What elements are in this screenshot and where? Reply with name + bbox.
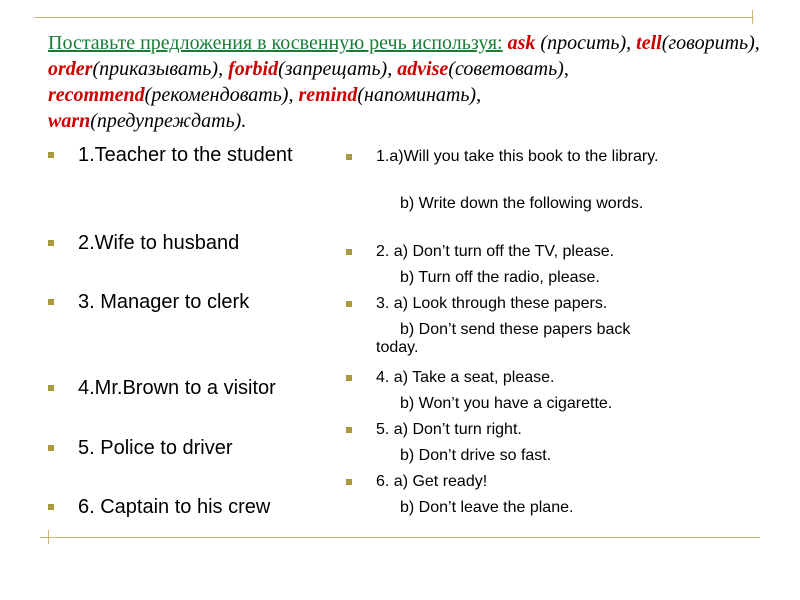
verb-translation: (советовать): [448, 58, 564, 80]
square-bullet-icon: [346, 249, 352, 255]
verb-forbid: forbid: [223, 58, 279, 80]
verb-translation: (приказывать): [92, 58, 219, 80]
square-bullet-icon: [48, 385, 54, 391]
speaker-item: [48, 231, 239, 255]
verb-warn: warn: [48, 110, 91, 132]
verb-translation: (рекомендовать): [144, 84, 289, 106]
sentence-item: [346, 395, 676, 413]
square-bullet-icon: [48, 152, 54, 158]
sentence-item: [346, 421, 676, 439]
sentence-text: 5. a) Don’t turn right.: [376, 421, 522, 438]
sentence-text: 3. a) Look through these papers.: [376, 295, 608, 312]
verb-tell: tell: [631, 32, 662, 54]
speaker-item: [48, 143, 293, 167]
verb-translation: (запрещать): [278, 58, 388, 80]
speaker-item: [48, 376, 276, 400]
sentence-text: b) Turn off the radio, please.: [400, 269, 600, 286]
sentence-text: 4. a) Take a seat, please.: [376, 369, 555, 386]
square-bullet-icon: [346, 479, 352, 485]
speaker-text: 6. Captain to his crew: [78, 496, 271, 518]
verb-translation: (говорить): [661, 32, 755, 54]
verb-advise: advise: [392, 58, 449, 80]
sentence-text: 1.a)Will you take this book to the library.: [376, 148, 659, 165]
sentence-item: [346, 447, 676, 465]
square-bullet-icon: [48, 445, 54, 451]
square-bullet-icon: [48, 299, 54, 305]
title-lead: Поставьте предложения в косвенную речь используя:: [48, 32, 503, 54]
speaker-text: 4.Mr.Brown to a visitor: [78, 377, 276, 399]
sentence-item: [346, 269, 676, 287]
sentence-text: b) Don’t leave the plane.: [400, 499, 574, 516]
verb-remind: remind: [293, 84, 358, 106]
speaker-text: 2.Wife to husband: [78, 232, 240, 254]
verb-separator: .: [241, 110, 247, 132]
sentence-item: [346, 295, 676, 313]
verb-separator: ,: [754, 32, 760, 54]
sentence-item: [346, 369, 676, 387]
sentence-item: [346, 195, 676, 213]
speaker-text: 1.Teacher to the student: [78, 144, 293, 166]
speaker-item: [48, 495, 270, 519]
verb-ask: ask: [507, 32, 536, 54]
speaker-text: 5. Police to driver: [78, 437, 233, 459]
verb-separator: ,: [476, 84, 482, 106]
verb-separator: ,: [218, 58, 224, 80]
verb-order: order: [48, 58, 93, 80]
top-rule: [34, 17, 754, 18]
verb-translation: (предупреждать): [90, 110, 242, 132]
sentence-text: b) Don’t drive so fast.: [400, 447, 552, 464]
top-rule-tick: [752, 10, 753, 24]
speaker-item: [48, 436, 233, 460]
verb-separator: ,: [626, 32, 632, 54]
verb-separator: ,: [387, 58, 393, 80]
speaker-item: [48, 290, 249, 314]
verb-translation: (напоминать): [357, 84, 477, 106]
bottom-rule-tick: [48, 530, 49, 544]
sentence-item: [346, 243, 676, 261]
square-bullet-icon: [346, 375, 352, 381]
verb-separator: ,: [288, 84, 294, 106]
slide-title: [48, 30, 768, 134]
sentence-item: [346, 473, 676, 491]
sentence-text: 2. a) Don’t turn off the TV, please.: [376, 243, 615, 260]
sentence-item: [346, 499, 676, 517]
verb-translation: (просить): [535, 32, 627, 54]
sentence-item: [346, 148, 676, 166]
verb-recommend: recommend: [48, 84, 145, 106]
square-bullet-icon: [48, 240, 54, 246]
square-bullet-icon: [48, 504, 54, 510]
square-bullet-icon: [346, 427, 352, 433]
speaker-text: 3. Manager to clerk: [78, 291, 250, 313]
verb-separator: ,: [563, 58, 569, 80]
square-bullet-icon: [346, 301, 352, 307]
square-bullet-icon: [346, 154, 352, 160]
sentence-text: b) Write down the following words.: [400, 195, 644, 212]
sentence-text: 6. a) Get ready!: [376, 473, 488, 490]
sentence-item: [346, 321, 676, 357]
bottom-rule: [40, 537, 760, 538]
sentence-text: b) Don’t send these papers back today.: [376, 321, 631, 356]
sentence-text: b) Won’t you have a cigarette.: [400, 395, 613, 412]
